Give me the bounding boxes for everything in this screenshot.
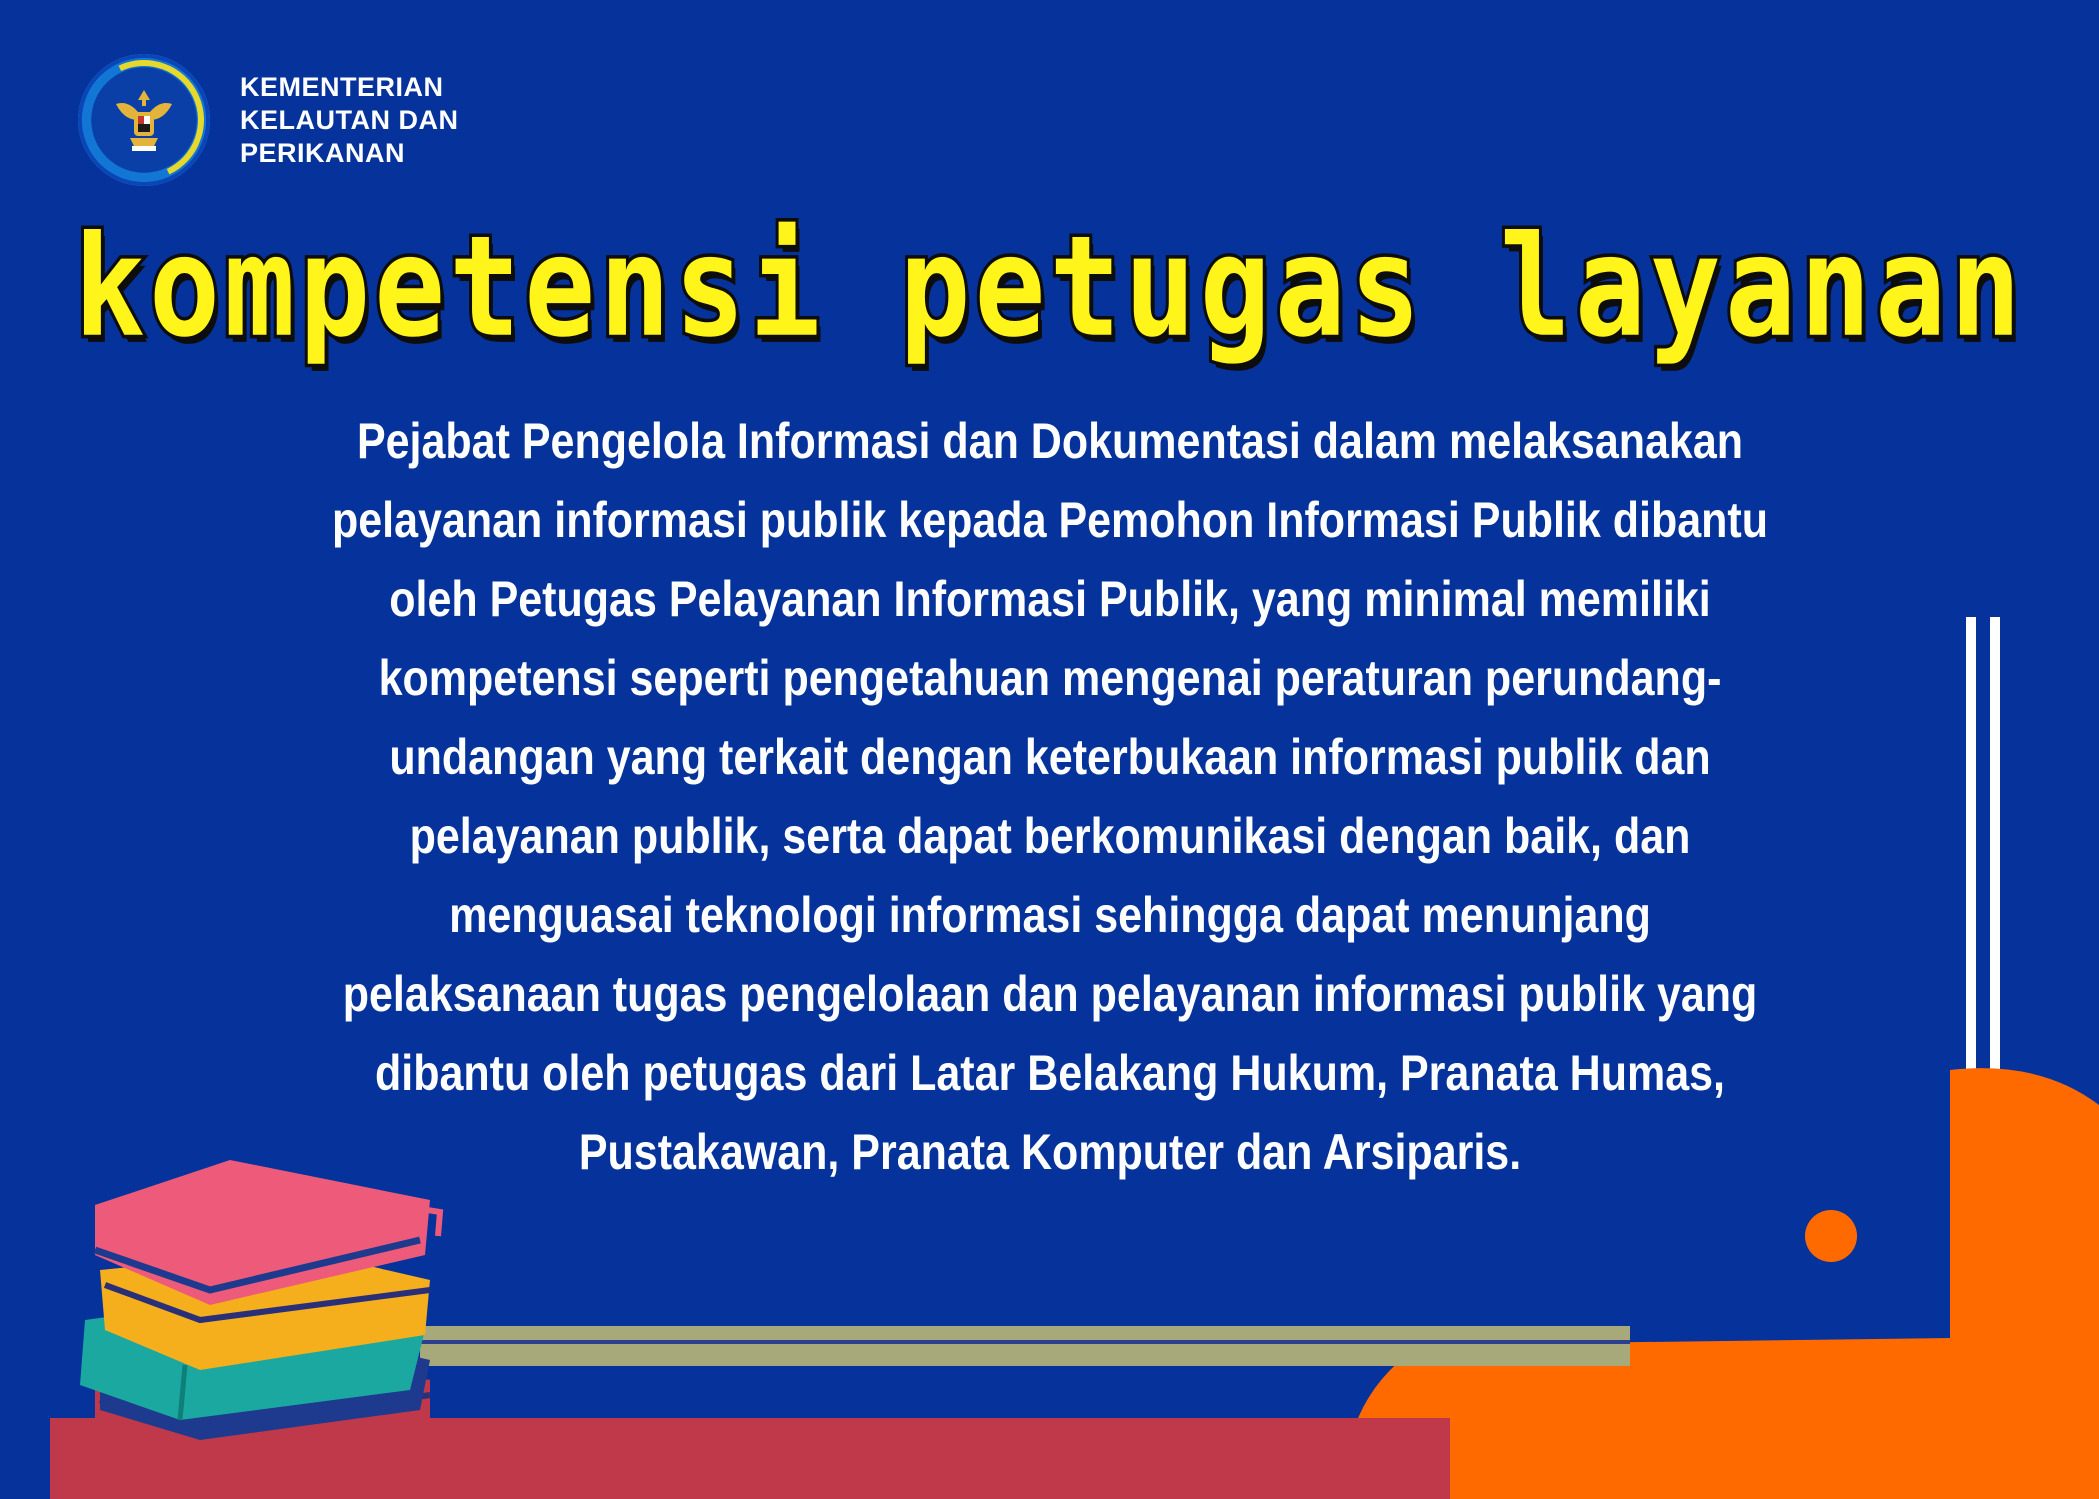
- orange-dot: [1805, 1210, 1857, 1262]
- desk-shelf-top: [420, 1326, 1630, 1340]
- desk-shelf-bottom: [420, 1344, 1630, 1366]
- body-paragraph: Pejabat Pengelola Informasi dan Dokumentasi dalam melaksanakan pelayanan informasi publik kepada Pemohon Informasi Publik dibantu oleh Petugas Pelayanan Informasi Publik, yang minimal memiliki kompetensi seperti pengetahuan mengenai peraturan perundang-undangan yang terkait dengan keterbukaan informasi publik dan pelayanan publik, serta dapat berkomunikasi dengan baik, dan menguasai teknologi informasi sehingga dapat menunjang pelaksanaan tugas pengelolaan dan pelayanan informasi publik yang dibantu oleh petugas dari Latar Belakang Hukum, Pranata Humas, Pustakawan, Pranata Komputer dan Arsiparis.: [331, 413, 1768, 1180]
- white-pole-right: [1990, 617, 2000, 1077]
- organization-name: [240, 71, 458, 170]
- garuda-emblem-icon: [112, 86, 176, 156]
- brand-header: [78, 54, 458, 186]
- page-title: kompetensi petugas layanan: [73, 205, 2026, 368]
- book-stack-icon: [80, 1160, 440, 1470]
- desk-shelf-line: [420, 1340, 1630, 1344]
- organization-name-line1: KEMENTERIAN: [240, 71, 444, 102]
- organization-name-line2: KELAUTAN DAN: [240, 104, 459, 135]
- white-pole-left: [1966, 617, 1976, 1077]
- logo: [78, 54, 210, 186]
- organization-name-line3: PERIKANAN: [240, 137, 406, 168]
